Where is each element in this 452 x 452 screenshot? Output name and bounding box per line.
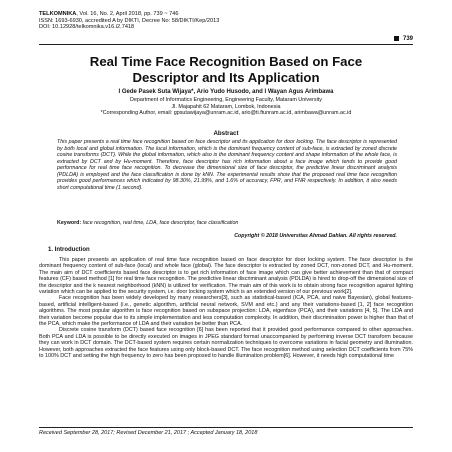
keywords xyxy=(57,220,397,226)
page-number xyxy=(394,36,413,42)
footer-divider xyxy=(39,427,413,428)
affiliation xyxy=(40,97,412,117)
copyright-notice: Copyright © 2018 Universitas Ahmad Dahlan. All rights reserved. xyxy=(234,233,397,239)
keywords-label: Keyword: xyxy=(57,220,82,226)
paragraph: Discrete cosine transform (DCT) based face recognition [6] has been reported that it provided good performance compared to other approaches. Both PCA and LDA is possible to be directly executed on images in JPEG standard format unaccompanied by performing inverse DCT transform because they can work in DCT domain. The DCT-based system requires certain normalization techniques to overcome variations in facial geometry and illumination. However, both approaches extracted the face features using only block-based DCT. The face recognition method using selection DCT coefficients from 75% to 100% DCT and setting the high frequency to zero has been proposed to handle illumination problem[6]. However, it needs high computational time xyxy=(39,327,413,360)
body-text xyxy=(39,257,413,360)
section-heading: 1. Introduction xyxy=(48,247,90,253)
affiliation-email[interactable]: *Corresponding Author, email: gpsutawijaya@unram.ac.id, ario@ti.ftunram.ac.id, arimbawa@unram.ac.id xyxy=(100,110,352,117)
abstract-heading: Abstract xyxy=(213,130,239,137)
received-dates: Received September 28, 2017; Revised December 21, 2017 ; Accepted January 18, 2018 xyxy=(39,430,258,436)
journal-line xyxy=(39,11,419,18)
affiliation-dept: Department of Informatics Engineering, Engineering Faculty, Mataram University xyxy=(130,97,322,103)
author-list: I Gede Pasek Suta Wijaya*, Ario Yudo Husodo, and I Wayan Agus Arimbawa xyxy=(118,89,334,95)
keywords-text: face recognition, real time, LDA, face descriptor, face classification xyxy=(82,220,239,226)
square-bullet-icon xyxy=(394,36,399,41)
paper-title: Real Time Face Recognition Based on Face Descriptor and Its Application xyxy=(89,54,363,85)
abstract-text: This paper presents a real time face recognition based on face descriptor and its application for door locking. The face descriptor is represented by both local and global information. The local information, which is the dominant frequency content of sub-face, is extracted by zoned discrete cosine transforms (DCT). While the global information, which also is the dominant frequency content and shape information of the whole face, is extracted by DCT and by Hu-moment. Therefore, face descriptor has rich information about a face image which tends to provide good performance for real time face recognition. To decrease the dimensional size of face descriptor, the predictive linear discriminant analysis (PDLDA) is employed and the face classification is done by kNN. The experimental results show that the proposed real time face recognition provides good performances which indicated by 98.30%, 21.99%, and 1.6% of accuracy, FPR, and FNR respectively. In addition, it also needs short computational time (1 second). xyxy=(57,139,397,191)
header-divider xyxy=(39,44,413,45)
page-number-value: 739 xyxy=(402,36,413,43)
paragraph: Face recognition has been widely developed by many researchers[3], such as statistical-based (ICA, PCA, and naive Bayesian), global features-based, artificial intelligent-based (i.e., genetic algorithm, artificial neural network, SVM and etc.) and any their variations-based [1, 2] face recognition algorithms. The most popular algorithm is face recognition based on subspace projection: LDA, eigenface (PCA), and their variations [4, 5]. The LDA and their variation become popular due to its simple implementation and less computation complexity. In addition, their discrimination power is higher than that of the PCA, which make the performance of LDA and their variation be better than PCA. xyxy=(39,295,413,328)
paragraph: This paper presents an application of real time face recognition based on face descriptor for door locking system. The face descriptor is the dominant frequency content of sub-face (local) and whole face (global). The face descriptor is extracted by zoned DCT, non-zoned DCT, and Hu-moment. The main aim of DCT coefficients based face descriptor is to get rich information of face image which can give better achievement than that of compact features (CF) based method [1] for real time face recognition. The predictive linear discriminant analysis (PDLDA) is hired to drop-off the dimensional size of the descriptor and the k nearest neighborhood (kNN) is utilized for verification. The main aim of this work is to obtain strong face recognition against lighting variation which can be applied to the security system, i.e. door locking system which is an extended version of our previous work[2]. xyxy=(39,257,413,296)
journal-name: TELKOMNIKA xyxy=(39,11,77,17)
affiliation-address: Jl. Majapahit 62 Mataram, Lombok, Indonesia xyxy=(171,103,281,110)
journal-volume: , Vol. 16, No. 2, April 2018, pp. 739 ~ 746 xyxy=(76,11,179,17)
issn-line: ISSN: 1693-6930, accredited A by DIKTI, Decree No: 58/DIKTI/Kep/2013 xyxy=(39,17,220,24)
doi-line[interactable]: DOI: 10.12928/telkomnika.v16.i2.7418 xyxy=(39,24,135,31)
journal-header xyxy=(39,11,419,31)
